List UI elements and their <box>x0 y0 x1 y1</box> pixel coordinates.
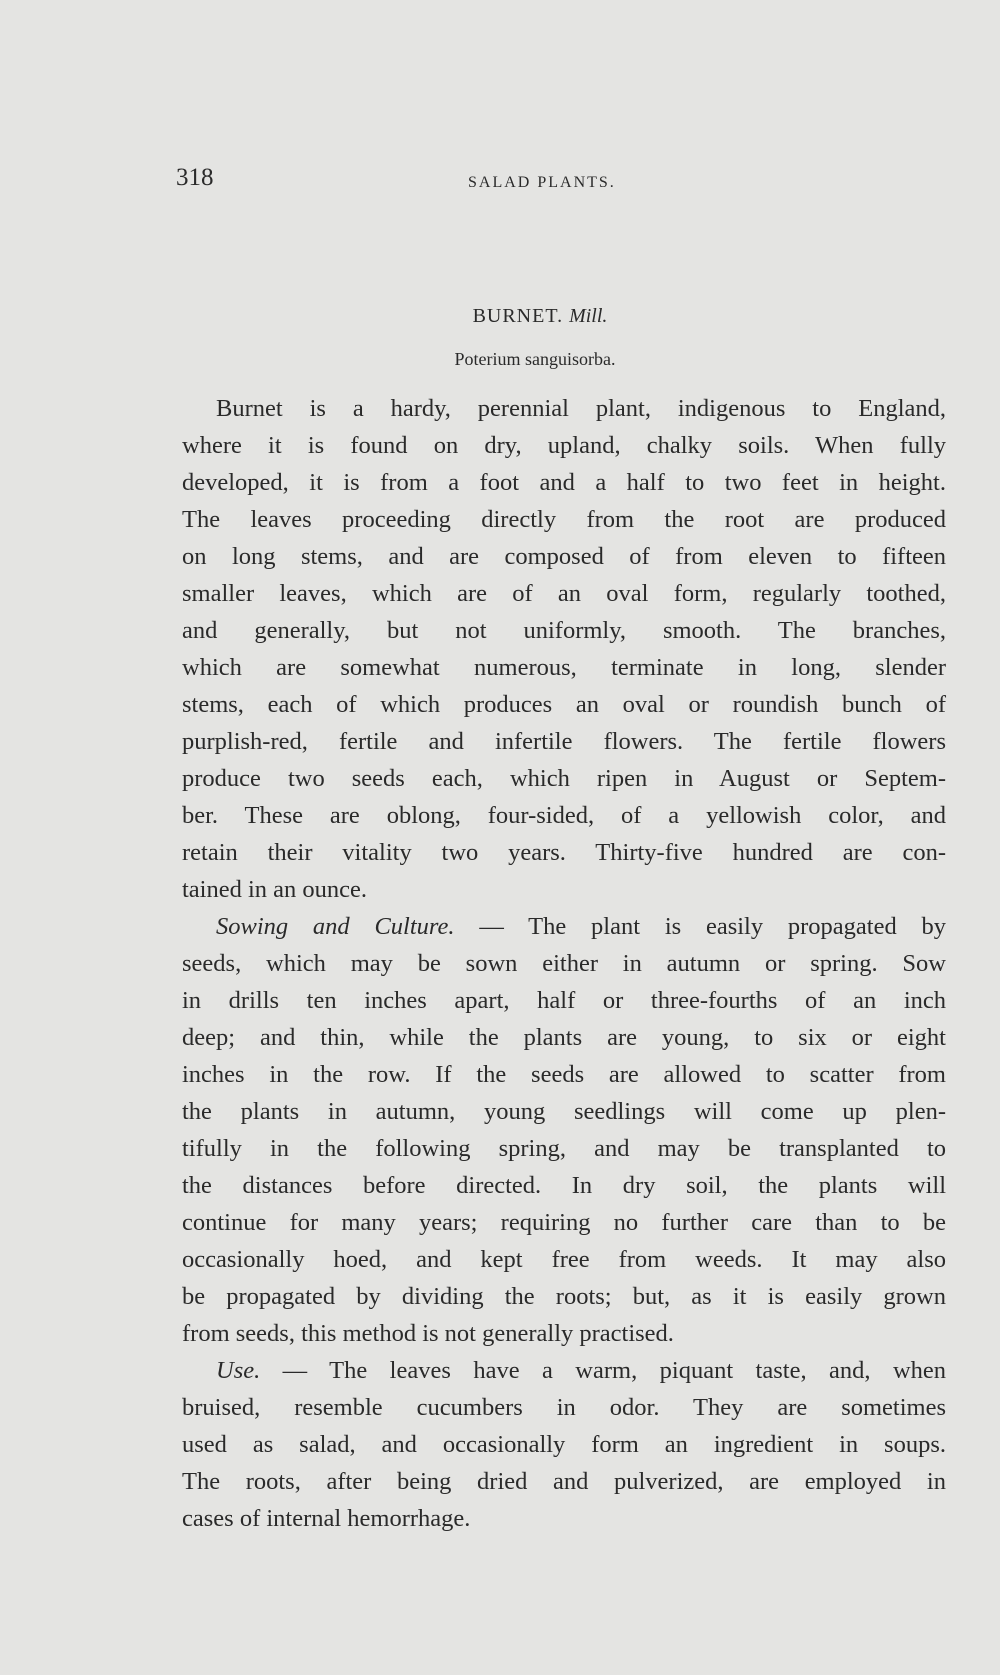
text-line <box>182 427 946 464</box>
text-line <box>182 686 946 723</box>
entry-name: BURNET. <box>472 305 564 327</box>
paragraph-lead-in: Sowing and Culture. <box>216 913 455 940</box>
line-text: developed, it is from a foot and a half to two feet in height. <box>182 469 946 496</box>
text-line <box>182 1278 946 1315</box>
line-text: used as salad, and occasionally form an ingredient in soups. <box>182 1431 946 1458</box>
line-text: seeds, which may be sown either in autumn or spring. Sow <box>182 950 946 977</box>
line-text: continue for many years; requiring no further care than to be <box>182 1209 946 1236</box>
text-line <box>182 982 946 1019</box>
line-text: stems, each of which produces an oval or roundish bunch of <box>182 691 946 718</box>
text-line <box>182 1093 946 1130</box>
body-text <box>182 390 946 1537</box>
text-line <box>182 575 946 612</box>
text-line <box>182 1463 946 1500</box>
line-text: tifully in the following spring, and may be transplanted to <box>182 1135 946 1162</box>
text-line <box>182 1315 946 1352</box>
text-line <box>182 1167 946 1204</box>
text-line <box>182 1204 946 1241</box>
text-line <box>182 871 946 908</box>
line-text: on long stems, and are composed of from eleven to fifteen <box>182 543 946 570</box>
text-line <box>182 612 946 649</box>
text-line <box>182 723 946 760</box>
entry-title <box>0 305 1000 328</box>
text-line <box>182 1056 946 1093</box>
text-line <box>182 538 946 575</box>
text-line <box>182 1130 946 1167</box>
text-line <box>182 1019 946 1056</box>
line-text: which are somewhat numerous, terminate in long, slender <box>182 654 946 681</box>
text-line <box>182 797 946 834</box>
text-line <box>182 390 946 427</box>
line-text: the distances before directed. In dry soil, the plants will <box>182 1172 946 1199</box>
line-text: inches in the row. If the seeds are allowed to scatter from <box>182 1061 946 1088</box>
running-title: SALAD PLANTS. <box>468 174 616 191</box>
line-text: retain their vitality two years. Thirty-five hundred are con- <box>182 839 946 866</box>
text-line <box>182 1352 946 1389</box>
text-line <box>182 1500 946 1537</box>
line-text: tained in an ounce. <box>182 876 368 903</box>
line-text: — The plant is easily propagated by <box>479 913 947 940</box>
line-text: bruised, resemble cucumbers in odor. They are sometimes <box>182 1394 946 1421</box>
line-text: ber. These are oblong, four-sided, of a yellowish color, and <box>182 802 946 829</box>
line-text: purplish-red, fertile and infertile flowers. The fertile flowers <box>182 728 946 755</box>
line-text: The leaves proceeding directly from the root are produced <box>182 506 946 533</box>
line-text: occasionally hoed, and kept free from weeds. It may also <box>182 1246 946 1273</box>
paragraph-lead-in: Use. <box>216 1357 261 1384</box>
line-text: where it is found on dry, upland, chalky soils. When fully <box>182 432 946 459</box>
line-text: deep; and thin, while the plants are young, to six or eight <box>182 1024 946 1051</box>
line-text: and generally, but not uniformly, smooth. The branches, <box>182 617 946 644</box>
line-text: from seeds, this method is not generally practised. <box>182 1320 674 1347</box>
entry-authority: Mill. <box>569 305 608 327</box>
text-line <box>182 501 946 538</box>
line-text: be propagated by dividing the roots; but, as it is easily grown <box>182 1283 946 1310</box>
line-text: — The leaves have a warm, piquant taste, and, when <box>282 1357 947 1384</box>
line-text: in drills ten inches apart, half or three-fourths of an inch <box>182 987 946 1014</box>
text-line <box>182 760 946 797</box>
line-text: Burnet is a hardy, perennial plant, indigenous to England, <box>216 395 946 422</box>
text-line <box>182 649 946 686</box>
line-text: produce two seeds each, which ripen in August or Septem- <box>182 765 946 792</box>
text-line <box>182 1241 946 1278</box>
line-text: the plants in autumn, young seedlings will come up plen- <box>182 1098 946 1125</box>
text-line <box>182 834 946 871</box>
text-line <box>182 1426 946 1463</box>
page-number: 318 <box>176 164 214 191</box>
text-line <box>182 1389 946 1426</box>
line-text: smaller leaves, which are of an oval form, regularly toothed, <box>182 580 946 607</box>
text-line <box>182 908 946 945</box>
line-text: The roots, after being dried and pulverized, are employed in <box>182 1468 946 1495</box>
text-line <box>182 464 946 501</box>
latin-name: Poterium sanguisorba. <box>454 349 616 369</box>
line-text: cases of internal hemorrhage. <box>182 1505 471 1532</box>
text-line <box>182 945 946 982</box>
